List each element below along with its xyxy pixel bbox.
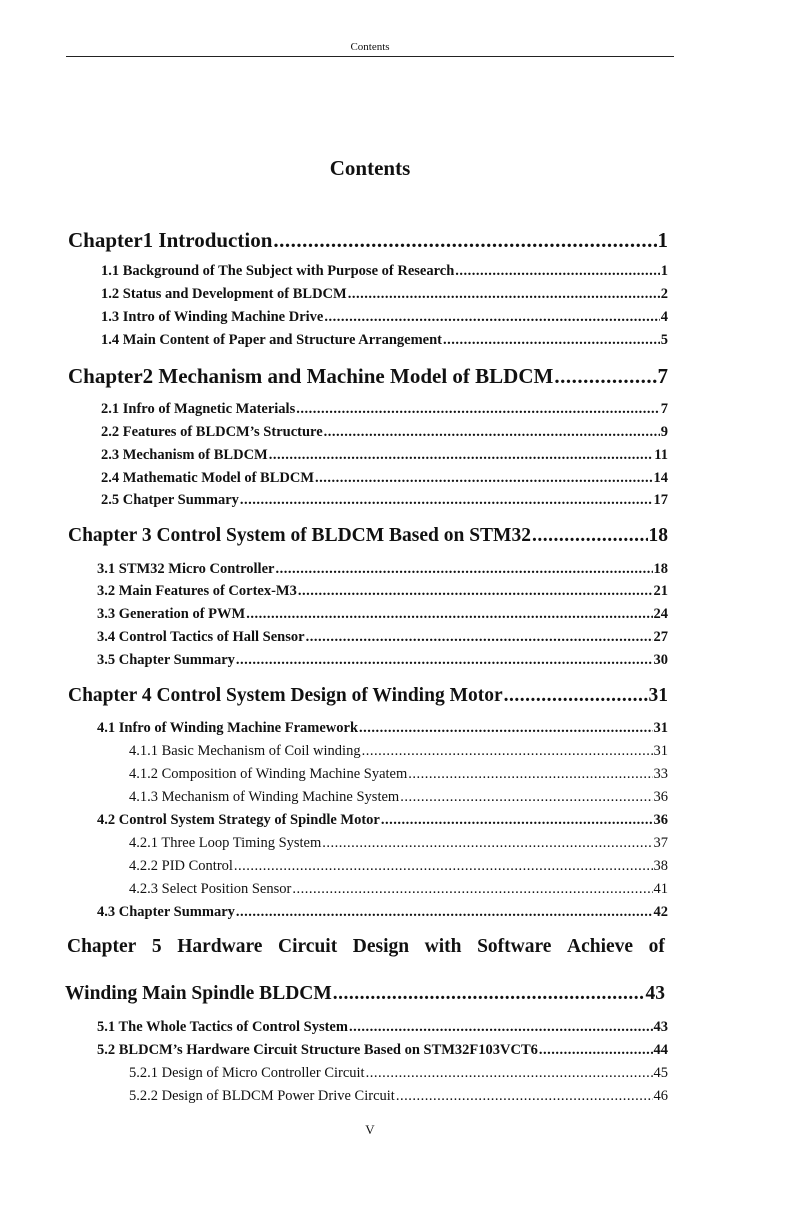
toc-entry-subsection-4-1-2[interactable] [129,763,668,785]
toc-entry-section-3-2[interactable] [97,580,668,602]
toc-entry-label: 2.4 Mathematic Model of BLDCM [101,470,315,486]
toc-entry-label: 5.2.2 Design of BLDCM Power Drive Circuit [129,1088,395,1104]
toc-entry-page: 24 [653,606,668,622]
toc-entry-label: 4.2 Control System Strategy of Spindle Motor [97,812,380,828]
toc-entry-section-5-2[interactable] [97,1039,668,1061]
toc-entry-word: Design [352,936,410,957]
toc-entry-page: 1 [660,263,668,279]
toc-entry-word: with [424,936,462,957]
toc-entry-label: 1.4 Main Content of Paper and Structure Arrangement [101,332,442,348]
toc-entry-subsection-4-2-1[interactable] [129,832,668,854]
toc-entry-page: 42 [653,904,668,920]
dot-leader [306,626,653,648]
toc-entry-label: 4.1.1 Basic Mechanism of Coil winding [129,743,361,759]
toc-entry-subsection-4-1-3[interactable] [129,786,668,808]
toc-entry-page: 45 [653,1065,668,1081]
toc-entry-section-2-3[interactable] [101,444,668,466]
toc-entry-label: 2.2 Features of BLDCM’s Structure [101,424,323,440]
page-title: Contents [329,156,411,180]
toc-entry-label: 4.3 Chapter Summary [97,904,235,920]
dot-leader [236,901,653,923]
toc-entry-subsection-4-1-1[interactable] [129,740,668,762]
toc-entry-page: 44 [653,1042,668,1058]
dot-leader [539,1039,653,1061]
dot-leader [246,603,652,625]
toc-entry-label: 4.2.3 Select Position Sensor [129,881,292,897]
toc-entry-section-1-2[interactable] [101,283,668,305]
dot-leader [315,467,652,489]
toc-entry-section-1-4[interactable] [101,329,668,351]
dot-leader [532,522,648,550]
dot-leader [348,283,660,305]
toc-entry-page: 18 [648,525,668,546]
dot-leader [455,260,659,282]
dot-leader [236,649,653,671]
toc-entry-label: 1.1 Background of The Subject with Purpose of Research [101,263,455,279]
dot-leader [333,980,645,1008]
toc-entry-page: 36 [653,789,668,805]
running-head: Contents [350,41,390,53]
dot-leader [381,809,653,831]
dot-leader [324,306,659,328]
toc-entry-page: 37 [653,835,668,851]
toc-entry-chapter-5-line-1[interactable] [67,933,665,961]
dot-leader [296,398,660,420]
dot-leader [408,763,652,785]
toc-entry-label: 4.1 Infro of Winding Machine Framework [97,720,359,736]
toc-entry-section-1-3[interactable] [101,306,668,328]
page-number: V [365,1122,375,1137]
toc-entry-page: 5 [660,332,668,348]
toc-entry-label: 2.5 Chatper Summary [101,492,239,508]
dot-leader [396,1085,653,1107]
toc-entry-chapter-1[interactable] [68,226,668,254]
toc-entry-page: 18 [653,561,668,577]
toc-entry-label: 3.1 STM32 Micro Controller [97,561,275,577]
toc-entry-page: 43 [645,983,665,1004]
toc-entry-label: 1.2 Status and Development of BLDCM [101,286,347,302]
dot-leader [292,878,652,900]
toc-entry-subsection-5-2-2[interactable] [129,1085,668,1107]
toc-entry-section-5-1[interactable] [97,1016,668,1038]
toc-entry-label: Chapter1 Introduction [68,228,273,252]
dot-leader [349,1016,653,1038]
toc-entry-label: 2.1 Infro of Magnetic Materials [101,401,296,417]
toc-entry-label: 5.2.1 Design of Micro Controller Circuit [129,1065,365,1081]
toc-entry-page: 17 [653,492,668,508]
toc-entry-page: 4 [660,309,668,325]
toc-entry-page: 43 [653,1019,668,1035]
toc-entry-page: 9 [660,424,668,440]
toc-entry-label: Chapter 4 Control System Design of Winding Motor [68,685,503,706]
toc-entry-label: 3.5 Chapter Summary [97,652,235,668]
toc-entry-label: 3.3 Generation of PWM [97,606,246,622]
toc-entry-page: 27 [653,629,668,645]
toc-entry-label: 4.1.2 Composition of Winding Machine Syatem [129,766,408,782]
toc-entry-label: 5.2 BLDCM’s Hardware Circuit Structure Based on STM32F103VCT6 [97,1042,538,1058]
toc-entry-page: 33 [653,766,668,782]
toc-entry-page: 14 [653,470,668,486]
dot-leader [234,855,653,877]
toc-entry-chapter-5-line-2[interactable] [65,980,665,1008]
toc-entry-section-4-1[interactable] [97,717,668,739]
dot-leader [275,558,652,580]
toc-entry-section-4-3[interactable] [97,901,668,923]
dot-leader [359,717,652,739]
toc-entry-word: Software [477,936,552,957]
dot-leader [554,362,656,390]
dot-leader [273,226,656,254]
dot-leader [324,421,660,443]
toc-entry-section-3-1[interactable] [97,558,668,580]
toc-entry-page: 7 [660,401,668,417]
toc-entry-page: 1 [657,228,668,252]
toc-entry-section-2-2[interactable] [101,421,668,443]
toc-entry-page: 21 [653,583,668,599]
toc-entry-section-1-1[interactable] [101,260,668,282]
toc-entry-chapter-3[interactable] [68,522,668,550]
dot-leader [362,740,653,762]
toc-entry-word: 5 [151,936,162,957]
toc-entry-label: 4.2.1 Three Loop Timing System [129,835,322,851]
toc-entry-page: 31 [653,743,668,759]
toc-entry-page: 31 [648,685,668,706]
toc-entry-page: 7 [657,364,668,388]
dot-leader [504,682,648,710]
toc-entry-page: 41 [653,881,668,897]
dot-leader [400,786,652,808]
toc-entry-word: Circuit [277,936,338,957]
toc-entry-subsection-4-2-2[interactable] [129,855,668,877]
toc-entry-label: Chapter2 Mechanism and Machine Model of BLDCM [68,364,554,388]
toc-entry-label: 3.2 Main Features of Cortex-M3 [97,583,297,599]
toc-entry-chapter-4[interactable] [68,682,668,710]
toc-entry-section-2-5[interactable] [101,489,668,511]
toc-entry-subsection-5-2-1[interactable] [129,1062,668,1084]
toc-entry-page: 38 [653,858,668,874]
toc-entry-label: Chapter 3 Control System of BLDCM Based on STM32 [68,525,531,546]
toc-entry-page: 31 [653,720,668,736]
toc-entry-word: of [648,936,665,957]
toc-entry-page: 36 [653,812,668,828]
toc-entry-label: Winding Main Spindle BLDCM [65,983,332,1004]
toc-entry-chapter-2[interactable] [68,362,668,390]
toc-entry-label: 1.3 Intro of Winding Machine Drive [101,309,324,325]
toc-entry-page: 2 [660,286,668,302]
toc-entry-label: 4.1.3 Mechanism of Winding Machine System [129,789,400,805]
dot-leader [269,444,654,466]
toc-entry-word: Chapter [67,936,137,957]
toc-entry-section-2-1[interactable] [101,398,668,420]
toc-entry-page: 46 [653,1088,668,1104]
toc-entry-page: 30 [653,652,668,668]
toc-entry-page: 11 [654,447,668,463]
toc-entry-label: 4.2.2 PID Control [129,858,233,874]
toc-entry-section-3-3[interactable] [97,603,668,625]
toc-entry-subsection-4-2-3[interactable] [129,878,668,900]
dot-leader [322,832,652,854]
toc-entry-section-2-4[interactable] [101,467,668,489]
toc-entry-section-3-4[interactable] [97,626,668,648]
toc-entry-section-4-2[interactable] [97,809,668,831]
toc-entry-label: 2.3 Mechanism of BLDCM [101,447,268,463]
dot-leader [240,489,653,511]
dot-leader [366,1062,653,1084]
toc-entry-label: 3.4 Control Tactics of Hall Sensor [97,629,305,645]
toc-entry-word: Hardware [177,936,263,957]
toc-entry-word: Achieve [567,936,634,957]
dot-leader [443,329,660,351]
toc-entry-label: 5.1 The Whole Tactics of Control System [97,1019,348,1035]
toc-entry-section-3-5[interactable] [97,649,668,671]
dot-leader [298,580,653,602]
